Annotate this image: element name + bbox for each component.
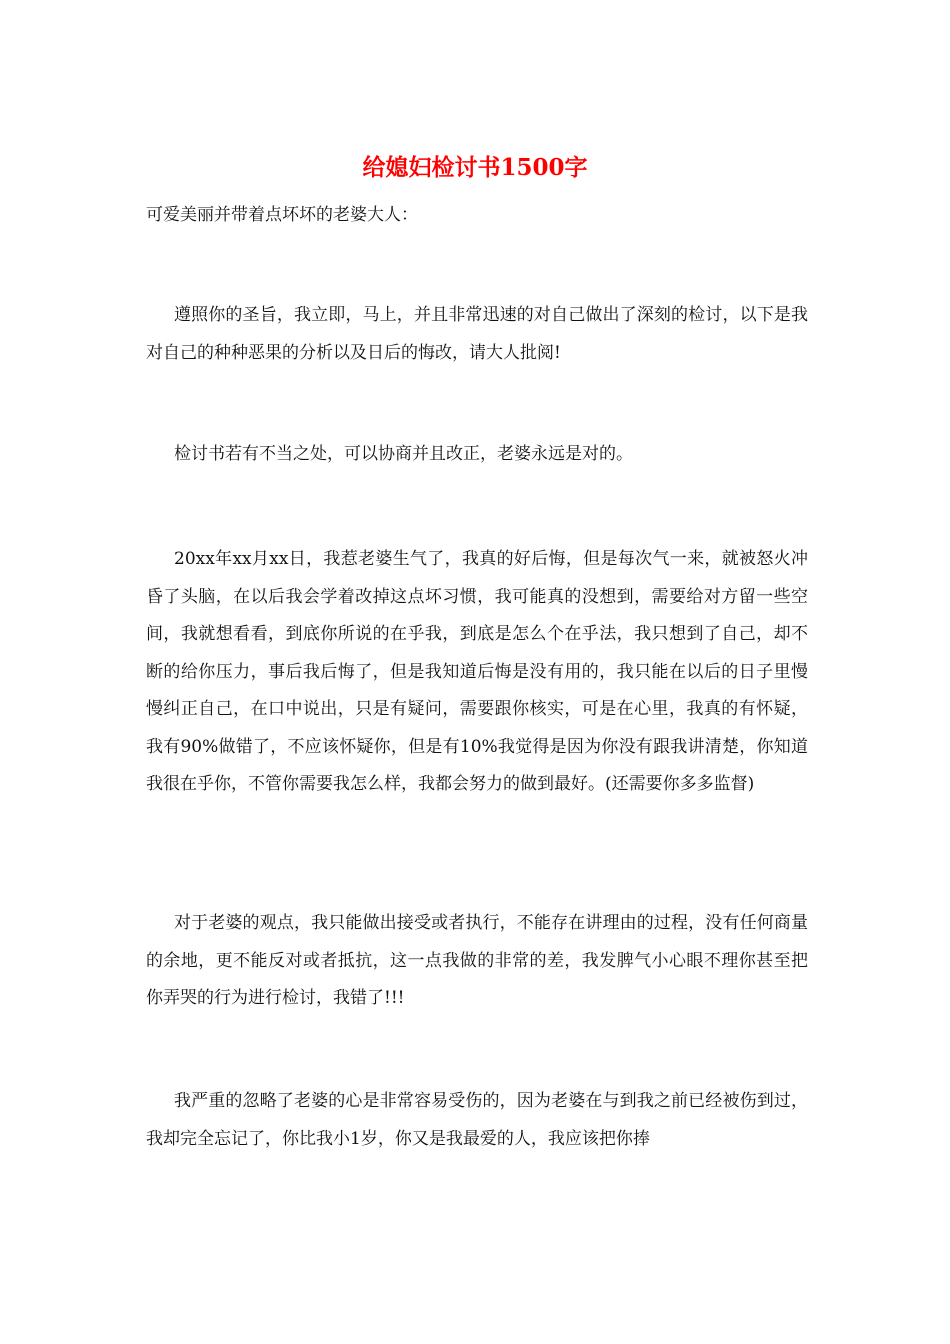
paragraph: 对于老婆的观点，我只能做出接受或者执行，不能存在讲理由的过程，没有任何商量的余地，更不能反对或者抵抗，这一点我做的非常的差，我发脾气小心眼不理你甚至把你弄哭的行为进行检讨，我错了!!! (146, 913, 808, 1008)
salutation: 可爱美丽并带着点坏坏的老婆大人： (146, 205, 418, 225)
paragraph: 20xx年xx月xx日，我惹老婆生气了，我真的好后悔，但是每次气一来，就被怒火冲昏了头脑，在以后我会学着改掉这点坏习惯，我可能真的没想到，需要给对方留一些空间，我就想看看，到底你所说的在乎我，到底是怎么个在乎法，我只想到了自己，却不断的给你压力，事后我后悔了，但是我知道后悔是没有用的，我只能在以后的日子里慢慢纠正自己，在口中说出，只是有疑问，需要跟你核实，可是在心里，我真的有怀疑，我有90%做错了，不应该怀疑你，但是有10%我觉得是因为你没有跟我讲清楚，你知道我很在乎你，不管你需要我怎么样，我都会努力的做到最好。(还需要你多多监督) (146, 549, 808, 794)
paragraph: 检讨书若有不当之处，可以协商并且改正，老婆永远是对的。 (174, 444, 633, 464)
paragraph: 我严重的忽略了老婆的心是非常容易受伤的，因为老婆在与到我之前已经被伤到过，我却完全忘记了，你比我小1岁，你又是我最爱的人，我应该把你捧 (146, 1091, 808, 1149)
paragraph: 遵照你的圣旨，我立即，马上，并且非常迅速的对自己做出了深刻的检讨，以下是我对自己的种种恶果的分析以及日后的悔改，请大人批阅! (146, 305, 808, 363)
document-title: 给媳妇检讨书1500字 (362, 154, 588, 181)
